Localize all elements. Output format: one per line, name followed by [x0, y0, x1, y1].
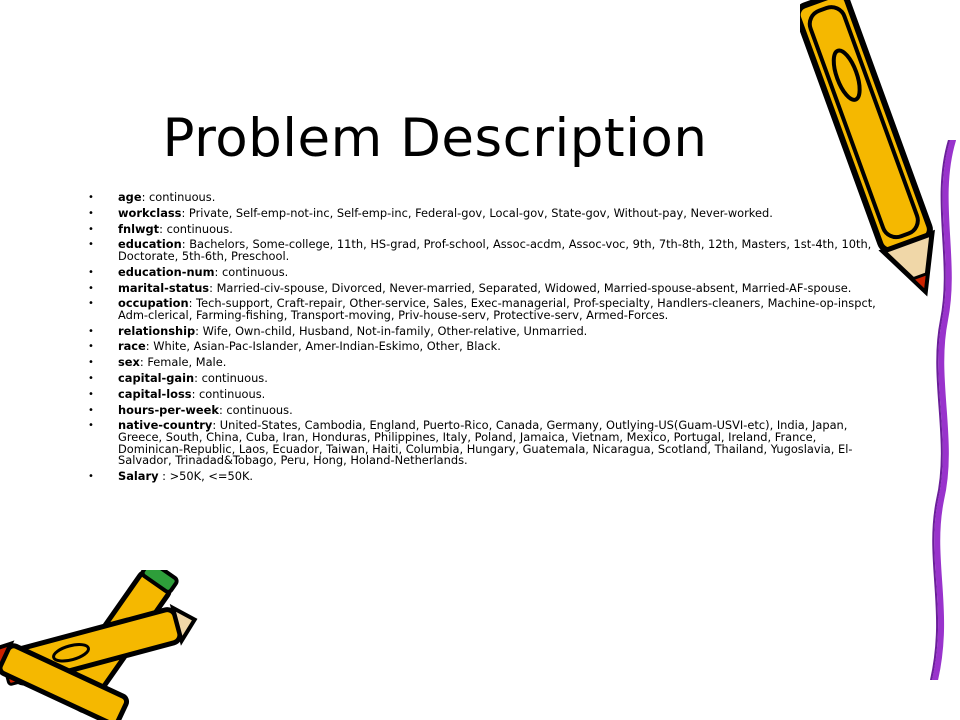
attribute-name: hours-per-week	[118, 402, 219, 417]
list-item	[88, 239, 878, 262]
attribute-values: continuous.	[222, 264, 289, 279]
attribute-name: native-country	[118, 418, 213, 433]
attribute-values: White, Asian-Pac-Islander, Amer-Indian-Eskimo, Other, Black.	[153, 339, 501, 354]
attribute-values: continuous.	[226, 402, 293, 417]
attribute-values: Wife, Own-child, Husband, Not-in-family, Other-relative, Unmarried.	[202, 323, 588, 338]
attribute-name: capital-loss	[118, 386, 192, 401]
bullet-icon: •	[88, 470, 94, 482]
bullet-icon: •	[88, 207, 94, 219]
attribute-separator: :	[218, 402, 227, 417]
list-item	[88, 298, 878, 321]
attribute-values: Married-civ-spouse, Divorced, Never-married, Separated, Widowed, Married-spouse-absent, Married-AF-spouse.	[216, 280, 852, 295]
attribute-name: capital-gain	[118, 371, 195, 385]
attribute-separator: :	[141, 190, 150, 204]
bullet-icon: •	[88, 388, 94, 400]
attribute-separator: :	[145, 339, 154, 354]
bullet-icon: •	[88, 373, 94, 384]
attribute-name: Salary	[118, 468, 159, 483]
attribute-values: United-States, Cambodia, England, Puerto-Rico, Canada, Germany, Outlying-US(Guam-USVI-etc), India, Japan, Greece, South, China, Cuba, Iran, Honduras, Philippines, Italy, Poland, Jamaica, Vietnam, Mexico, Portugal, Ireland, France, Dominican-Republic, Laos, Ecuador, Taiwan, Haiti, Columbia, Hungary, Guatemala, Nicaragua, Scotland, Thailand, Yugoslavia, El-Salvador, Trinadad&Tobago, Peru, Hong, Holand-Netherlands.	[118, 418, 853, 468]
attribute-name: race	[118, 339, 146, 354]
attribute-name: fnlwgt	[118, 221, 160, 236]
bullet-icon: •	[88, 357, 94, 369]
bullet-icon: •	[88, 404, 94, 416]
attribute-separator: :	[191, 386, 200, 401]
attribute-separator: :	[181, 237, 190, 252]
attribute-values: Bachelors, Some-college, 11th, HS-grad, Prof-school, Assoc-acdm, Assoc-voc, 9th, 7th-8th, 12th, Masters, 1st-4th, 10th, Doctorate, 5th-6th, Preschool.	[118, 237, 872, 263]
attribute-values: continuous.	[201, 371, 268, 385]
attribute-values: Private, Self-emp-not-inc, Self-emp-inc, Federal-gov, Local-gov, State-gov, Without-pay, Never-worked.	[188, 205, 773, 220]
list-item	[88, 323, 878, 338]
attribute-name: marital-status	[118, 280, 210, 295]
squiggle-line	[905, 140, 960, 680]
attribute-name: education	[118, 237, 182, 252]
attribute-separator: :	[194, 371, 202, 385]
list-item	[88, 192, 878, 204]
attribute-separator: :	[158, 468, 170, 483]
list-item	[88, 357, 878, 369]
attribute-separator: :	[209, 280, 217, 295]
attribute-values: continuous.	[199, 386, 266, 401]
attribute-name: workclass	[118, 205, 182, 220]
attribute-name: education-num	[118, 264, 215, 279]
bullet-icon: •	[88, 341, 94, 353]
attribute-name: sex	[118, 355, 140, 370]
list-item	[88, 373, 878, 385]
attribute-separator: :	[139, 355, 148, 370]
list-item	[88, 402, 878, 417]
list-item	[88, 468, 878, 483]
attribute-values: >50K, <=50K.	[169, 468, 254, 483]
bullet-icon: •	[88, 325, 94, 337]
attribute-values: Tech-support, Craft-repair, Other-service, Sales, Exec-managerial, Prof-specialty, Handlers-cleaners, Machine-op-inspct, Adm-clerical, Farming-fishing, Transport-moving, Priv-house-serv, Protective-serv, Armed-Forces.	[118, 296, 876, 322]
list-item	[88, 386, 878, 401]
attribute-values: Female, Male.	[147, 355, 227, 370]
attribute-name: age	[118, 190, 142, 204]
attribute-list	[88, 192, 878, 487]
attribute-separator: :	[159, 221, 167, 236]
list-item	[88, 341, 878, 353]
bullet-icon: •	[88, 298, 94, 310]
list-item	[88, 264, 878, 279]
attribute-separator: :	[214, 264, 222, 279]
list-item	[88, 221, 878, 236]
attribute-separator: :	[212, 418, 220, 433]
slide-title: Problem Description	[162, 108, 708, 169]
bullet-icon: •	[88, 223, 94, 235]
bullet-icon: •	[88, 192, 94, 203]
list-item	[88, 205, 878, 220]
attribute-name: occupation	[118, 296, 189, 311]
bullet-icon: •	[88, 282, 94, 294]
attribute-separator: :	[188, 296, 197, 311]
list-item	[88, 420, 878, 466]
attribute-name: relationship	[118, 323, 196, 338]
bullet-icon: •	[88, 266, 94, 278]
list-item	[88, 280, 878, 295]
bullet-icon: •	[88, 239, 94, 251]
attribute-separator: :	[181, 205, 189, 220]
attribute-separator: :	[195, 323, 203, 338]
bullet-icon: •	[88, 420, 94, 432]
attribute-values: continuous.	[166, 221, 233, 236]
crayons-icon	[0, 570, 200, 720]
attribute-values: continuous.	[149, 190, 216, 204]
